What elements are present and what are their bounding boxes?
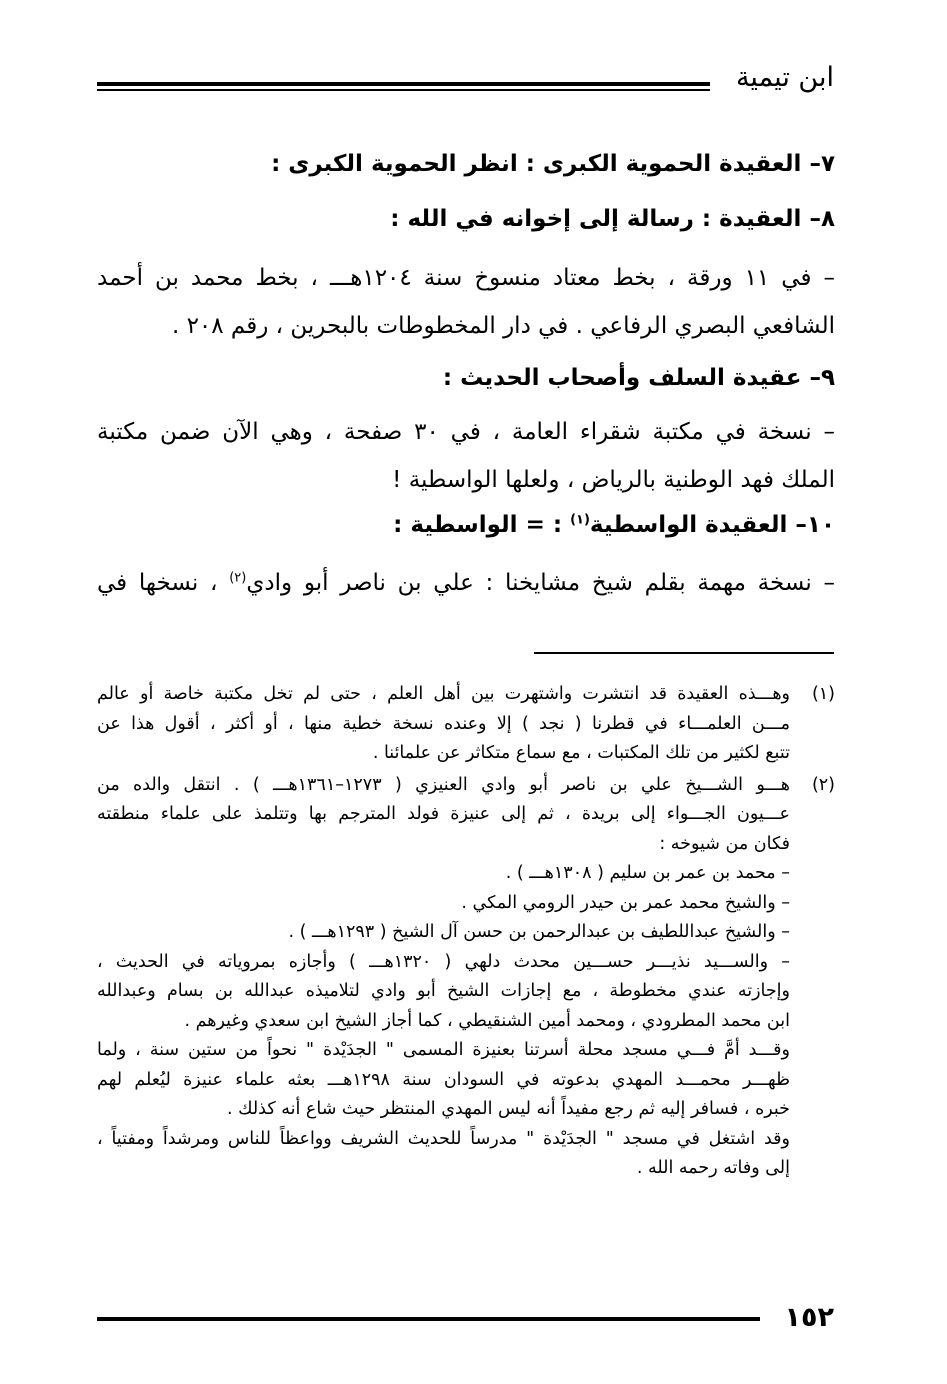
footnote-2-line: وقد اشتغل في مسجد " الجدَيْدة " مدرساً للحديث الشريف وواعظاً للناس ومرشداً ومفتياً ، [97,1128,790,1149]
item-10-heading [97,503,835,547]
footnote-2-line: عـــيون الجـــواء إلى بريدة ، ثم إلى عنيزة فولد المترجم بها وتتلمذ على علماء منطقته [97,804,790,824]
footnote-1-line: تتبع لكثير من تلك المكتبات ، مع سماع متكاثر عن علمائنا . [372,743,790,763]
item-10 [97,503,835,547]
item-8-line-1: – في ١١ ورقة ، بخط معتاد منسوخ سنة ١٢٠٤هـــ ، بخط محمد بن أحمد [97,265,835,291]
footnote-2-line: – والشيخ محمد عمر بن حيدر الرومي المكي . [461,892,790,913]
item-8-paragraph [97,256,835,348]
footnote-ref-2: (٢) [229,570,247,586]
footnote-ref-1: (١) [570,512,590,528]
item-10-heading-text: ١٠– العقيدة الواسطية [589,512,835,538]
item-7-heading: ٧– العقيدة الحموية الكبرى : انظر الحموية الكبرى : [271,151,835,177]
footnote-2-line: ابن محمد المطرودي ، ومحمد أمين الشنقيطي ، كما أجاز الشيخ ابن سعدي وغيرهم . [184,1010,790,1031]
footnote-2-line: – محمد بن عمر بن سليم ( ١٣٠٨هـــ ) . [505,863,790,883]
item-9-paragraph [97,410,835,502]
item-8 [97,197,835,241]
footnote-2-number: (٢) [811,774,835,795]
item-8-line-2: الشافعي البصري الرفاعي . في دار المخطوطات بالبحرين ، رقم ٢٠٨ . [171,313,835,339]
footnote-2-line: – والســـيد نذيـــر حســـين محدث دلهي ( ١٣٢٠هـــ ) وأجازه بمروياته في الحديث ، [97,951,790,972]
item-9-heading: ٩– عقيدة السلف وأصحاب الحديث : [442,365,835,391]
item-10-heading-tail: : = الواسطية : [393,512,571,538]
running-header-title: ابن تيمية [735,62,834,93]
item-9 [97,356,835,400]
footnote-1-number: (١) [811,684,835,704]
item-10-line-1-tail: ، نسخها في [97,570,230,596]
footnote-1 [97,680,835,769]
item-8-heading: ٨– العقيدة : رسالة إلى إخوانه في الله : [390,206,835,232]
footnote-1-line: مـــن العلمـــاء في قطرنا ( نجد ) إلا وعنده نسخة خطية منها ، أو أكثر ، أقول هذا عن [97,713,790,734]
page-number: ١٥٢ [784,1302,834,1333]
footnote-separator [534,652,834,654]
footnote-2 [97,771,835,1184]
item-10-line-1-text: – نسخة مهمة بقلم شيخ مشايخنا : علي بن ناصر أبو وادي [246,570,835,596]
footnote-2-line: إلى وفاته رحمه الله . [636,1158,790,1178]
item-10-paragraph [97,561,835,605]
item-9-line-2: الملك فهد الوطنية بالرياض ، ولعلها الواسطية ! [392,467,835,493]
footnotes [97,680,835,1184]
footnote-2-line: وإجازته عندي مخطوطة ، مع إجازات الشيخ أبو وادي لتلاميذه عبدالله بن بسام وعبدالله [97,981,790,1001]
footnote-2-line: هـــو الشـــيخ علي بن ناصر أبو وادي العنيزي ( ١٢٧٣–١٣٦١هـــ ) . انتقل والده من [97,774,790,795]
footnote-1-line: وهـــذه العقيدة قد انتشرت واشتهرت بين أهل العلم ، حتى لم تخل مكتبة خاصة أو عالم [97,684,790,704]
item-10-line-1 [97,561,835,605]
header-double-rule [97,82,710,91]
footnote-2-line: فكان من شيوخه : [659,833,790,854]
footer-rule [97,1317,760,1321]
item-9-line-1: – نسخة في مكتبة شقراء العامة ، في ٣٠ صفحة ، وهي الآن ضمن مكتبة [97,419,835,445]
footnote-2-line: وقـــد أمَّ فـــي مسجد محلة أسرتنا بعنيزة المسمى " الجدَيْدة " نحواً من ستين سنة ، ولما [97,1040,790,1060]
item-7 [97,142,835,186]
footnote-2-line: ظهـــر محمـــد المهدي بدعوته في السودان سنة ١٢٩٨هـــ بعثه علماء عنيزة ليُعلم لهم [97,1069,790,1090]
footnote-2-line: – والشيخ عبداللطيف بن عبدالرحمن بن حسن آل الشيخ ( ١٢٩٣هـــ ) . [288,922,790,942]
footnote-2-line: خبره ، فسافر إليه ثم رجع مفيداً أنه ليس المهدي المنتظر حيث شاع أنه كذلك . [226,1099,790,1119]
